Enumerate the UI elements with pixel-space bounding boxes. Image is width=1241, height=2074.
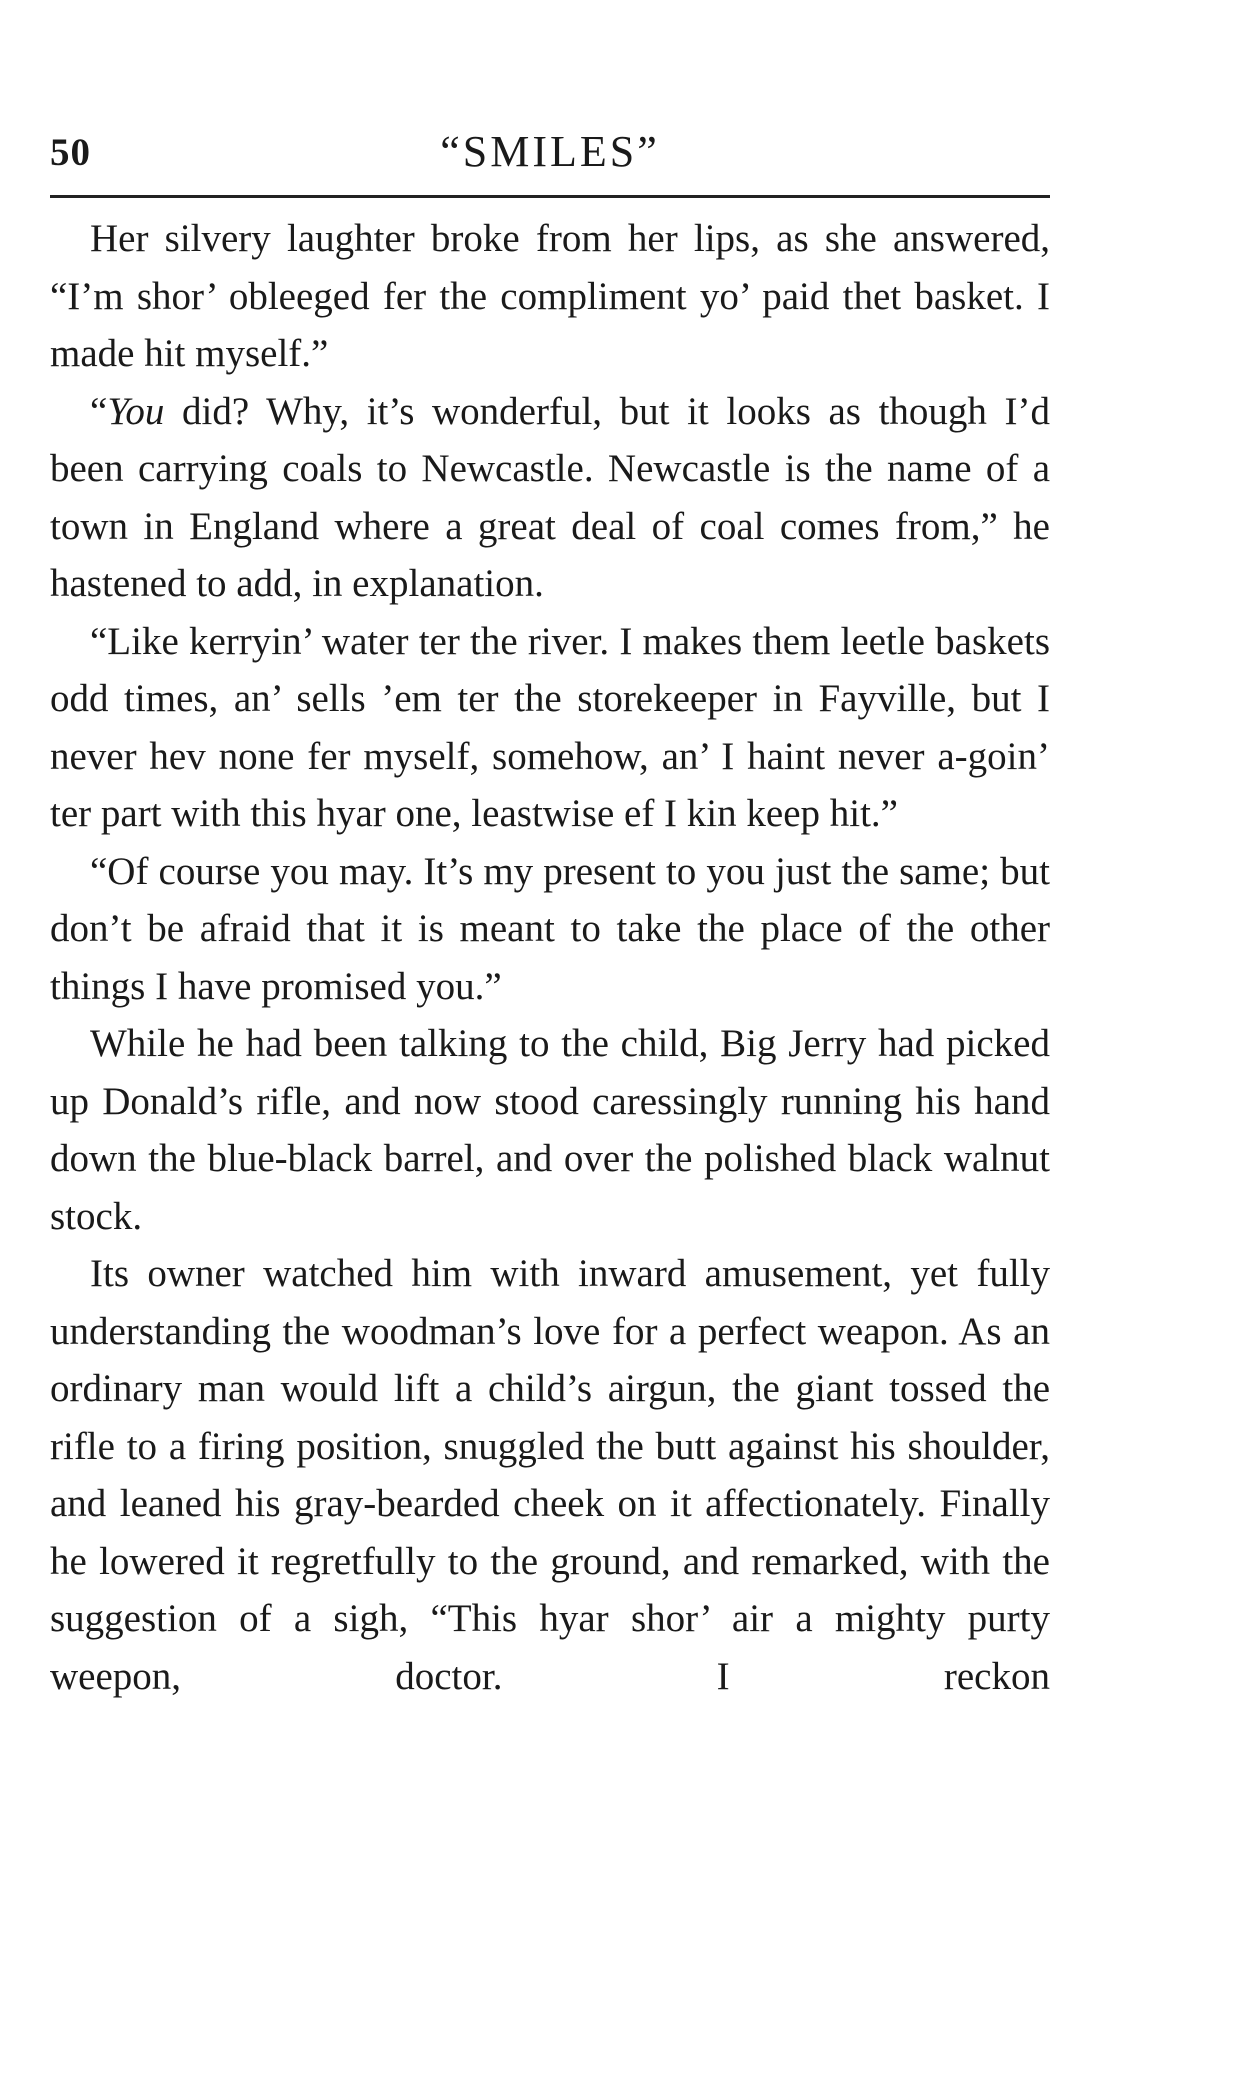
opening-quote: “ [90, 389, 108, 433]
page-header [50, 120, 1050, 180]
paragraph: While he had been talking to the child, Big Jerry had picked up Donald’s rifle, and now stood caressingly running his hand down the blue-black barrel, and over the polished black walnut stock. [50, 1022, 1050, 1238]
body-text [50, 210, 1050, 1705]
paragraph: Its owner watched him with inward amusement, yet fully understanding the woodman’s love for a perfect weapon. As an ordinary man would lift a child’s airgun, the giant tossed the rifle to a firing position, snuggled the butt against his shoulder, and leaned his gray-bearded cheek on it affectionately. Finally he lowered it regretfully to the ground, and remarked, with the suggestion of a sigh, “This hyar shor’ air a mighty purty weepon, doctor. I reckon [50, 1252, 1050, 1698]
paragraph: “Of course you may. It’s my present to you just the same; but don’t be afraid that it is meant to take the place of the other things I have promised you.” [50, 849, 1050, 1008]
paragraph [50, 383, 1050, 613]
running-title: “SMILES” [440, 127, 660, 176]
page-number: 50 [50, 131, 91, 174]
paragraph-text: did? Why, it’s wonderful, but it looks as though I’d been carrying coals to Newcastle. Newcastle is the name of a town in England where a great deal of coal comes from,” he hastened to add, in explanation. [50, 389, 1050, 605]
emphasized-word: You [107, 389, 165, 433]
paragraph: Her silvery laughter broke from her lips, as she answered, “I’m shor’ obleeged fer the compliment yo’ paid thet basket. I made hit myself.” [50, 217, 1050, 375]
paragraph: “Like kerryin’ water ter the river. I makes them leetle baskets odd times, an’ sells ’em ter the storekeeper in Fayville, but I never hev none fer myself, somehow, an’ I haint never a-goin’ ter part with this hyar one, leastwise ef I kin keep hit.” [50, 619, 1050, 835]
header-rule [50, 195, 1050, 198]
book-page [50, 0, 1050, 2074]
